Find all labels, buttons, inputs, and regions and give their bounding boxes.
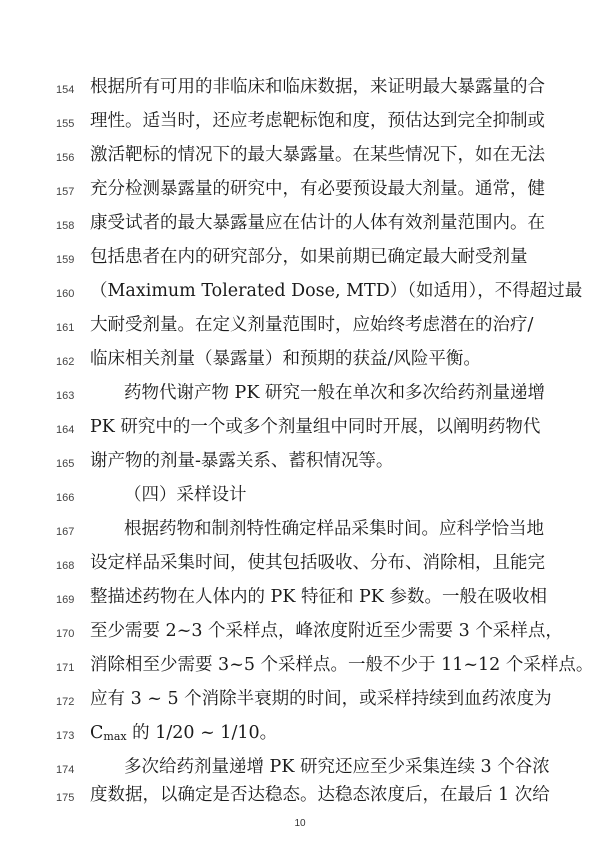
line-number: 161 <box>56 322 75 334</box>
line-text: 激活靶标的情况下的最大暴露量。在某些情况下，如在无法 <box>90 145 545 165</box>
cmax-fraction-text: 的 1/20 ~ 1/10。 <box>126 723 278 743</box>
line-text: 至少需要 2~3 个采样点，峰浓度附近至少需要 3 个采样点， <box>90 621 563 641</box>
line-text: 大耐受剂量。在定义剂量范围时，应始终考虑潜在的治疗/ <box>90 315 534 335</box>
text-line <box>0 72 600 102</box>
line-text: PK 研究中的一个或多个剂量组中同时开展，以阐明药物代 <box>90 417 541 437</box>
line-text: 根据药物和制剂特性确定样品采集时间。应科学恰当地 <box>124 519 544 539</box>
line-text: 应有 3 ~ 5 个消除半衰期的时间，或采样持续到血药浓度为 <box>90 689 552 709</box>
line-number: 160 <box>56 288 75 300</box>
text-line <box>0 780 600 810</box>
line-number: 162 <box>56 356 75 368</box>
line-text: 理性。适当时，还应考虑靶标饱和度，预估达到完全抑制或 <box>90 111 545 131</box>
line-text: 谢产物的剂量-暴露关系、蓄积情况等。 <box>90 451 394 471</box>
text-line <box>0 650 600 680</box>
cmax-subscript: max <box>103 730 127 743</box>
text-line <box>0 446 600 476</box>
text-line <box>0 276 600 306</box>
page-number: 10 <box>294 818 306 829</box>
line-text: 设定样品采集时间，使其包括吸收、分布、消除相，且能完 <box>90 553 545 573</box>
line-number: 169 <box>56 594 75 606</box>
line-text: 整描述药物在人体内的 PK 特征和 PK 参数。一般在吸收相 <box>90 587 547 607</box>
line-number: 159 <box>56 254 75 266</box>
line-number: 156 <box>56 152 75 164</box>
text-line <box>0 378 600 408</box>
line-number: 155 <box>56 118 75 130</box>
text-line <box>0 616 600 646</box>
line-text: 多次给药剂量递增 PK 研究还应至少采集连续 3 个谷浓 <box>124 757 550 777</box>
text-line <box>0 106 600 136</box>
line-number: 166 <box>56 492 75 504</box>
text-line <box>0 344 600 374</box>
line-number: 158 <box>56 220 75 232</box>
text-line <box>0 684 600 714</box>
line-text: 充分检测暴露量的研究中，有必要预设最大剂量。通常，健 <box>90 179 545 199</box>
text-line <box>0 582 600 612</box>
line-text: （Maximum Tolerated Dose, MTD）（如适用），不得超过最 <box>90 281 583 301</box>
line-number: 172 <box>56 696 75 708</box>
line-number: 154 <box>56 84 75 96</box>
text-line <box>0 514 600 544</box>
line-number: 174 <box>56 764 75 776</box>
text-line <box>0 718 600 748</box>
line-number: 175 <box>56 792 75 804</box>
line-number: 170 <box>56 628 75 640</box>
cmax-symbol: C <box>90 723 104 743</box>
line-text: 消除相至少需要 3~5 个采样点。一般不少于 11~12 个采样点。 <box>90 655 594 675</box>
text-line <box>0 174 600 204</box>
text-line <box>0 208 600 238</box>
section-heading-line <box>0 480 600 510</box>
text-line <box>0 412 600 442</box>
text-line <box>0 752 600 782</box>
line-number: 173 <box>56 730 75 742</box>
section-heading: （四）采样设计 <box>124 485 247 505</box>
line-text: 药物代谢产物 PK 研究一般在单次和多次给药剂量递增 <box>124 383 545 403</box>
line-number: 157 <box>56 186 75 198</box>
line-number: 168 <box>56 560 75 572</box>
text-line <box>0 140 600 170</box>
text-line <box>0 242 600 272</box>
line-text: 包括患者在内的研究部分，如果前期已确定最大耐受剂量 <box>90 247 528 267</box>
line-number: 163 <box>56 390 75 402</box>
line-text: 根据所有可用的非临床和临床数据，来证明最大暴露量的合 <box>90 77 545 97</box>
line-text: 度数据，以确定是否达稳态。达稳态浓度后，在最后 1 次给 <box>90 785 550 805</box>
line-text: 康受试者的最大暴露量应在估计的人体有效剂量范围内。在 <box>90 213 545 233</box>
line-number: 165 <box>56 458 75 470</box>
line-text <box>90 718 510 752</box>
text-line <box>0 548 600 578</box>
line-number: 167 <box>56 526 75 538</box>
text-line <box>0 310 600 340</box>
line-number: 164 <box>56 424 75 436</box>
line-number: 171 <box>56 662 75 674</box>
line-text: 临床相关剂量（暴露量）和预期的获益/风险平衡。 <box>90 349 481 369</box>
